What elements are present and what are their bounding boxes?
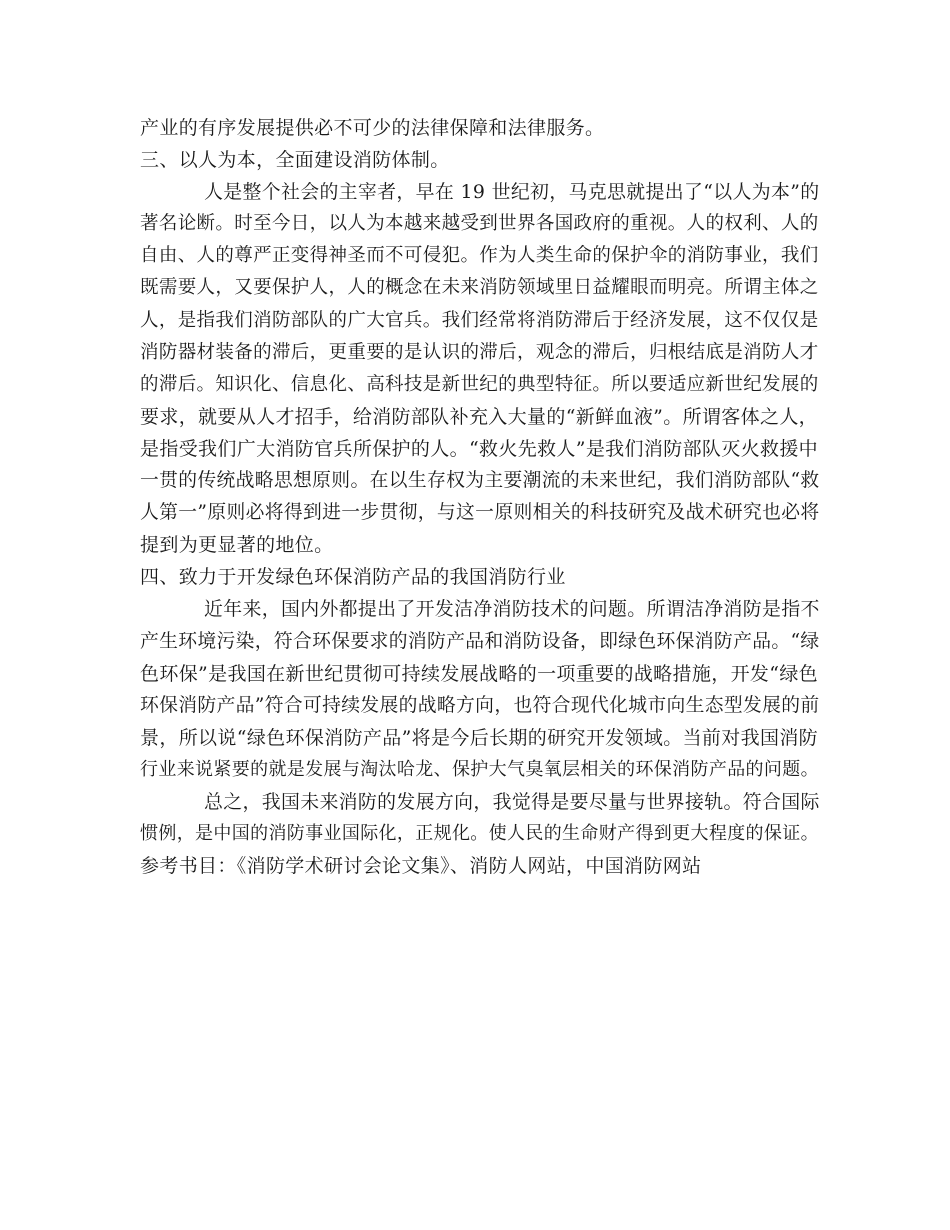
text-line: 环保消防产品”符合可持续发展的战略方向，也符合现代化城市向生态型发展的前: [140, 694, 820, 716]
text-line: 人第一”原则必将得到进一步贯彻，与这一原则相关的科技研究及战术研究也必将: [140, 502, 820, 524]
text-line: 惯例，是中国的消防事业国际化，正规化。使人民的生命财产得到更大程度的保证。: [140, 823, 819, 845]
section-heading-3: 三、以人为本，全面建设消防体制。: [140, 149, 450, 172]
text-line: 的滞后。知识化、信息化、高科技是新世纪的典型特征。所以要适应新世纪发展的: [140, 373, 819, 395]
references-line: 参考书目：《消防学术研讨会论文集》、消防人网站，中国消防网站: [140, 855, 702, 878]
text-line: 著名论断。时至今日，以人为本越来越受到世界各国政府的重视。人的权利、人的: [140, 213, 819, 235]
section-heading-4: 四、致力于开发绿色环保消防产品的我国消防行业: [140, 566, 566, 589]
text-line: 既需要人，又要保护人，人的概念在未来消防领域里日益耀眼而明亮。所谓主体之: [140, 277, 819, 299]
document-body: [140, 112, 820, 882]
text-line: 提到为更显著的地位。: [140, 534, 334, 557]
text-line: 要求，就要从人才招手，给消防部队补充入大量的“新鲜血液”。所谓客体之人，: [140, 405, 819, 428]
text-line: 产生环境污染，符合环保要求的消防产品和消防设备，即绿色环保消防产品。“绿: [140, 630, 820, 652]
text-line: 近年来，国内外都提出了开发洁净消防技术的问题。所谓洁净消防是指不: [204, 598, 820, 621]
text-line: 一贯的传统战略思想原则。在以生存权为主要潮流的未来世纪，我们消防部队“救: [140, 470, 820, 492]
text-line: 是指受我们广大消防官兵所保护的人。“救火先救人”是我们消防部队灭火救援中: [140, 437, 819, 460]
text-line: 自由、人的尊严正变得神圣而不可侵犯。作为人类生命的保护伞的消防事业，我们: [140, 245, 819, 267]
text-line: 人，是指我们消防部队的广大官兵。我们经常将消防滞后于经济发展，这不仅仅是: [140, 309, 819, 331]
text-line: 消防器材装备的滞后，更重要的是认识的滞后，观念的滞后，归根结底是消防人才: [140, 341, 819, 363]
text-line: 产业的有序发展提供必不可少的法律保障和法律服务。: [140, 117, 605, 139]
text-line: 人是整个社会的主宰者，早在 19 世纪初，马克思就提出了“以人为本”的: [204, 181, 820, 204]
text-line: 总之，我国未来消防的发展方向，我觉得是要尽量与世界接轨。符合国际: [204, 790, 820, 813]
text-line: 景，所以说“绿色环保消防产品”将是今后长期的研究开发领域。当前对我国消防: [140, 726, 819, 749]
text-line: 色环保”是我国在新世纪贯彻可持续发展战略的一项重要的战略措施，开发“绿色: [140, 662, 819, 685]
text-line: 行业来说紧要的就是发展与淘汰哈龙、保护大气臭氧层相关的环保消防产品的问题。: [140, 758, 819, 780]
